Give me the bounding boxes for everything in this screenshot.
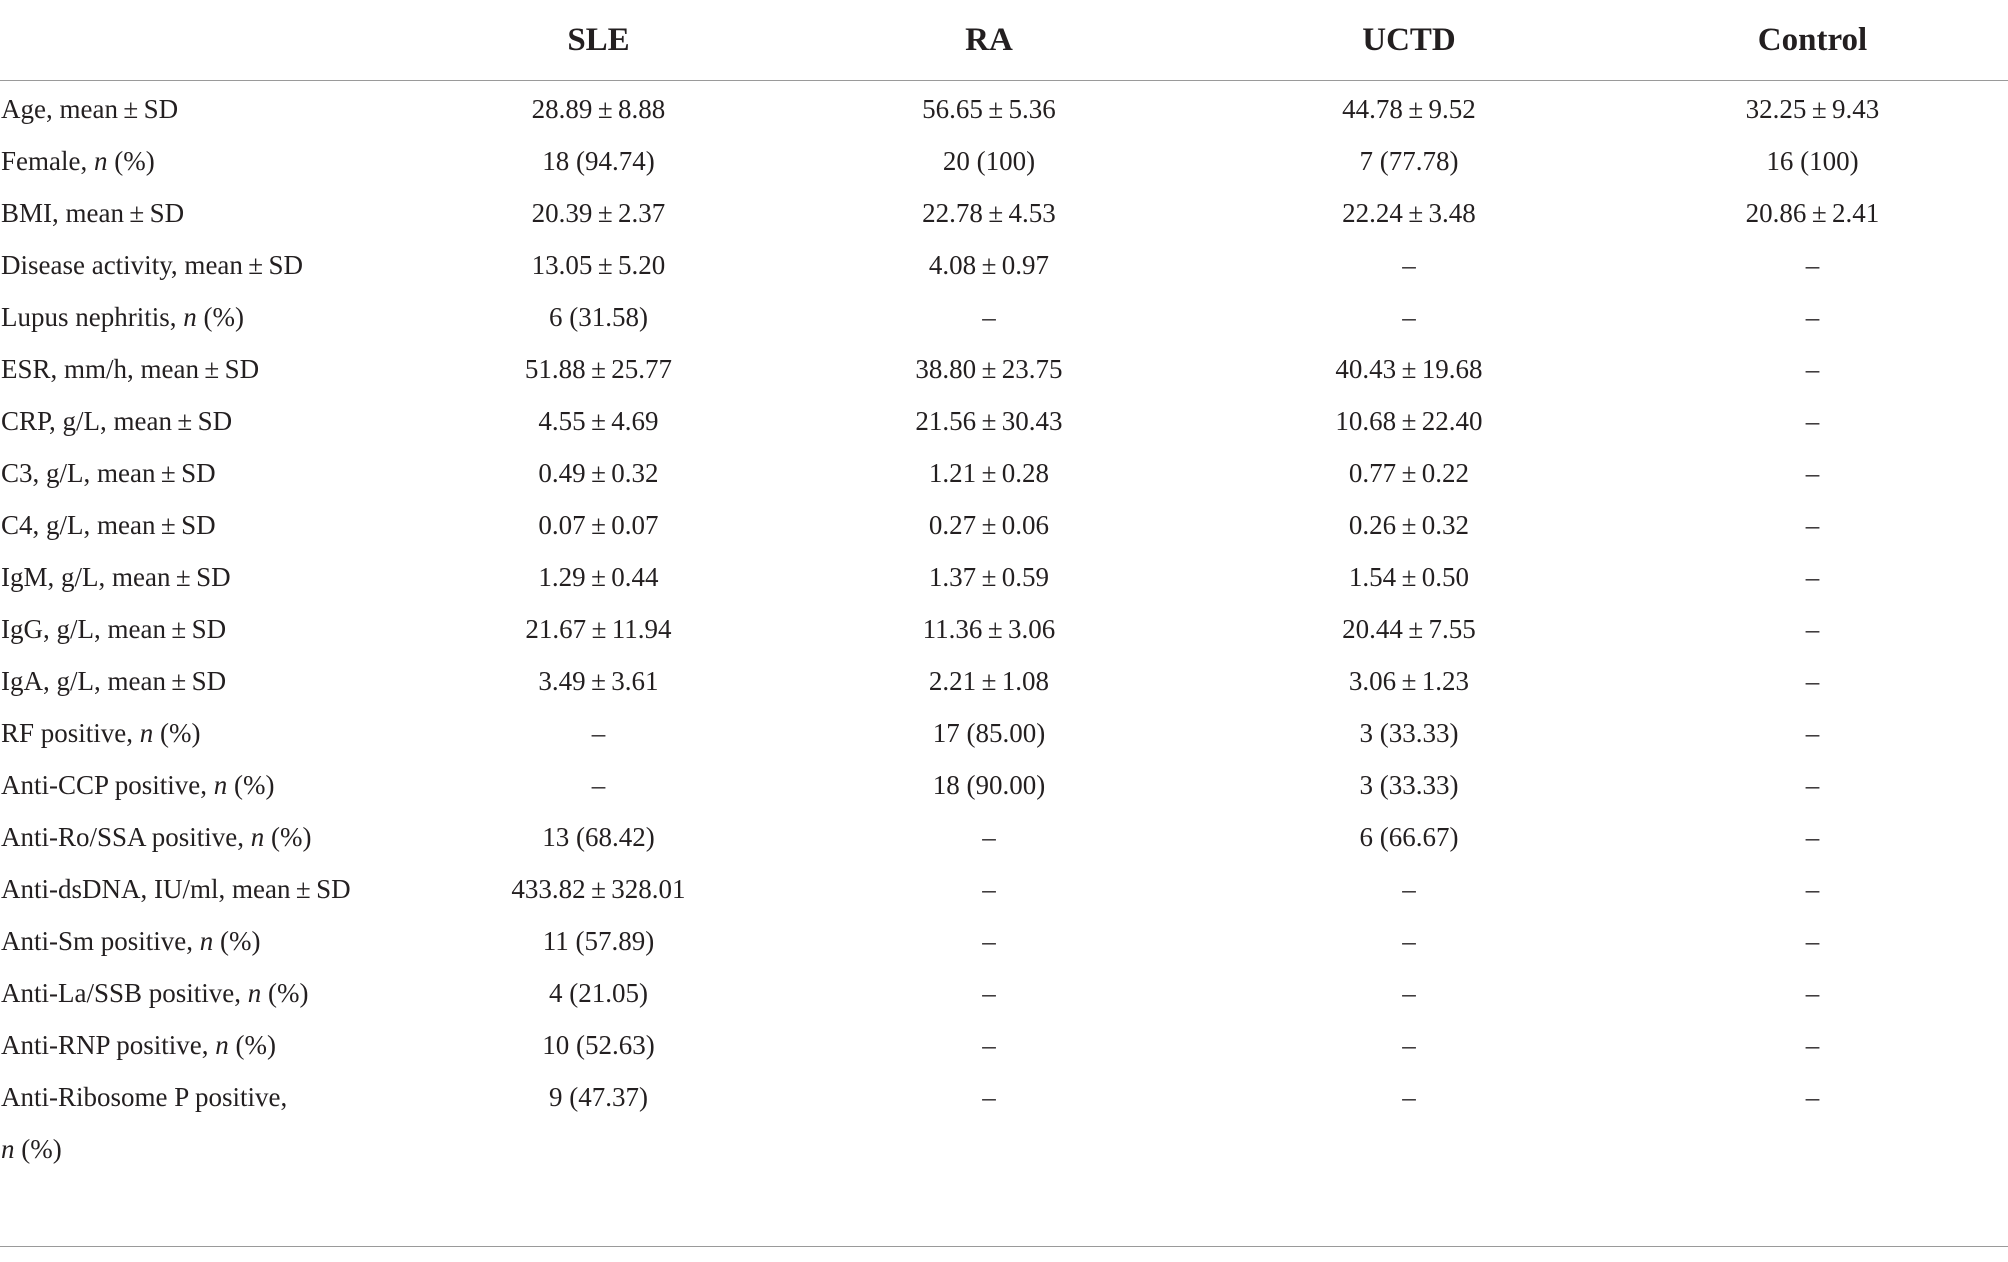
- cell-ra: –: [982, 1082, 996, 1112]
- cell-control: –: [1805, 354, 1820, 384]
- row-label: RF positive, n (%): [1, 718, 201, 748]
- row-label: Disease activity, mean ± SD: [1, 250, 304, 280]
- cell-uctd: –: [1402, 978, 1416, 1008]
- table-row: [0, 135, 2008, 187]
- cell-ra: 56.65 ± 5.36: [922, 94, 1056, 124]
- cell-ra: 38.80 ± 23.75: [915, 354, 1063, 384]
- table-row: [0, 81, 2008, 136]
- cell-ra: –: [982, 822, 996, 852]
- cell-sle: 4 (21.05): [549, 978, 648, 1008]
- cell-control: –: [1805, 1082, 1820, 1112]
- header-ra: RA: [777, 0, 1201, 81]
- cell-control: –: [1805, 250, 1820, 280]
- header-sle: SLE: [420, 0, 777, 81]
- cell-control: 16 (100): [1766, 146, 1859, 176]
- table-row: [0, 187, 2008, 239]
- cell-uctd: –: [1402, 874, 1416, 904]
- header-row: [0, 0, 2008, 81]
- row-label: Anti-Ribosome P positive, n (%): [1, 1082, 288, 1164]
- cell-control: –: [1805, 458, 1820, 488]
- table-row: [0, 291, 2008, 343]
- cell-control: –: [1805, 1030, 1820, 1060]
- cell-sle: –: [591, 718, 606, 748]
- cell-control: 20.86 ± 2.41: [1745, 198, 1880, 228]
- row-label: Age, mean ± SD: [1, 94, 179, 124]
- table-row: [0, 863, 2008, 915]
- cell-ra: 18 (90.00): [932, 770, 1046, 800]
- cell-uctd: 3 (33.33): [1359, 770, 1459, 800]
- cell-ra: –: [982, 1030, 996, 1060]
- cell-ra: –: [982, 978, 996, 1008]
- cell-control: –: [1805, 510, 1820, 540]
- cell-uctd: –: [1402, 1082, 1416, 1112]
- row-label: Lupus nephritis, n (%): [1, 302, 244, 332]
- cell-sle: 13.05 ± 5.20: [531, 250, 666, 280]
- cell-uctd: –: [1402, 1030, 1416, 1060]
- cell-sle: 18 (94.74): [542, 146, 655, 176]
- cell-ra: 0.27 ± 0.06: [928, 510, 1050, 540]
- row-label: C3, g/L, mean ± SD: [1, 458, 216, 488]
- cell-ra: 20 (100): [942, 146, 1036, 176]
- cell-control: –: [1805, 770, 1820, 800]
- row-label: IgM, g/L, mean ± SD: [1, 562, 231, 592]
- row-label: Anti-dsDNA, IU/ml, mean ± SD: [1, 874, 351, 904]
- cell-uctd: –: [1402, 302, 1416, 332]
- cell-sle: 0.49 ± 0.32: [538, 458, 659, 488]
- header-control: Control: [1617, 0, 2008, 81]
- cell-uctd: 10.68 ± 22.40: [1335, 406, 1483, 436]
- table-row: [0, 1071, 2008, 1175]
- cell-control: –: [1805, 926, 1820, 956]
- cell-ra: 21.56 ± 30.43: [915, 406, 1063, 436]
- row-label: BMI, mean ± SD: [1, 198, 185, 228]
- cell-sle: 10 (52.63): [542, 1030, 655, 1060]
- cell-control: –: [1805, 614, 1820, 644]
- cell-sle: 11 (57.89): [542, 926, 655, 956]
- cell-control: –: [1805, 822, 1820, 852]
- table-row: [0, 239, 2008, 291]
- cell-sle: 4.55 ± 4.69: [538, 406, 659, 436]
- cell-ra: 2.21 ± 1.08: [928, 666, 1050, 696]
- cell-uctd: –: [1402, 250, 1416, 280]
- cell-sle: 28.89 ± 8.88: [531, 94, 666, 124]
- table-row: [0, 707, 2008, 759]
- cell-control: –: [1805, 874, 1820, 904]
- cell-sle: 13 (68.42): [542, 822, 655, 852]
- table-row: [0, 915, 2008, 967]
- cell-sle: 1.29 ± 0.44: [538, 562, 659, 592]
- cell-sle: –: [591, 770, 606, 800]
- cell-uctd: 44.78 ± 9.52: [1342, 94, 1476, 124]
- cell-sle: 51.88 ± 25.77: [524, 354, 673, 384]
- cell-ra: 1.21 ± 0.28: [928, 458, 1050, 488]
- table-row: [0, 811, 2008, 863]
- cell-control: –: [1805, 562, 1820, 592]
- row-label: IgA, g/L, mean ± SD: [1, 666, 227, 696]
- row-label: Anti-CCP positive, n (%): [1, 770, 275, 800]
- cell-uctd: 6 (66.67): [1359, 822, 1459, 852]
- cell-uctd: 0.26 ± 0.32: [1348, 510, 1470, 540]
- table-row: [0, 603, 2008, 655]
- cell-control: –: [1805, 302, 1820, 332]
- row-label: Female, n (%): [1, 146, 155, 176]
- cell-control: –: [1805, 666, 1820, 696]
- cell-ra: –: [982, 302, 996, 332]
- row-label: ESR, mm/h, mean ± SD: [1, 354, 260, 384]
- cell-sle: 20.39 ± 2.37: [531, 198, 666, 228]
- cell-uctd: 1.54 ± 0.50: [1348, 562, 1470, 592]
- row-label: Anti-La/SSB positive, n (%): [1, 978, 309, 1008]
- cell-control: –: [1805, 718, 1820, 748]
- cell-ra: 1.37 ± 0.59: [928, 562, 1050, 592]
- row-label: Anti-Ro/SSA positive, n (%): [1, 822, 312, 852]
- header-uctd: UCTD: [1201, 0, 1617, 81]
- cell-sle: 6 (31.58): [549, 302, 648, 332]
- cell-ra: 11.36 ± 3.06: [922, 614, 1056, 644]
- cell-sle: 21.67 ± 11.94: [525, 614, 672, 644]
- row-label: C4, g/L, mean ± SD: [1, 510, 216, 540]
- table-row: [0, 1019, 2008, 1071]
- table-row: [0, 447, 2008, 499]
- table-row: [0, 395, 2008, 447]
- cell-sle: 9 (47.37): [549, 1082, 648, 1112]
- row-label: Anti-Sm positive, n (%): [1, 926, 261, 956]
- cell-ra: 22.78 ± 4.53: [922, 198, 1056, 228]
- cell-ra: 17 (85.00): [932, 718, 1046, 748]
- row-label: Anti-RNP positive, n (%): [1, 1030, 276, 1060]
- cell-uctd: 7 (77.78): [1359, 146, 1459, 176]
- cell-uctd: 0.77 ± 0.22: [1348, 458, 1470, 488]
- cell-uctd: 3.06 ± 1.23: [1348, 666, 1470, 696]
- cell-control: –: [1805, 978, 1820, 1008]
- table-row: [0, 499, 2008, 551]
- cell-ra: 4.08 ± 0.97: [928, 250, 1050, 280]
- cell-uctd: 20.44 ± 7.55: [1342, 614, 1476, 644]
- row-label: CRP, g/L, mean ± SD: [1, 406, 233, 436]
- table-row: [0, 343, 2008, 395]
- cell-control: –: [1805, 406, 1820, 436]
- row-label: IgG, g/L, mean ± SD: [1, 614, 227, 644]
- cell-sle: 0.07 ± 0.07: [538, 510, 659, 540]
- cell-uctd: –: [1402, 926, 1416, 956]
- cell-uctd: 40.43 ± 19.68: [1335, 354, 1483, 384]
- cell-ra: –: [982, 926, 996, 956]
- table-bottom-rule: [0, 1246, 2008, 1247]
- table-row: [0, 551, 2008, 603]
- cell-sle: 433.82 ± 328.01: [511, 874, 686, 904]
- table-row: [0, 759, 2008, 811]
- table-row: [0, 655, 2008, 707]
- cell-uctd: 3 (33.33): [1359, 718, 1459, 748]
- cell-control: 32.25 ± 9.43: [1745, 94, 1880, 124]
- cell-ra: –: [982, 874, 996, 904]
- header-variable: [0, 0, 420, 81]
- table-row: [0, 967, 2008, 1019]
- cell-uctd: 22.24 ± 3.48: [1342, 198, 1476, 228]
- cell-sle: 3.49 ± 3.61: [538, 666, 659, 696]
